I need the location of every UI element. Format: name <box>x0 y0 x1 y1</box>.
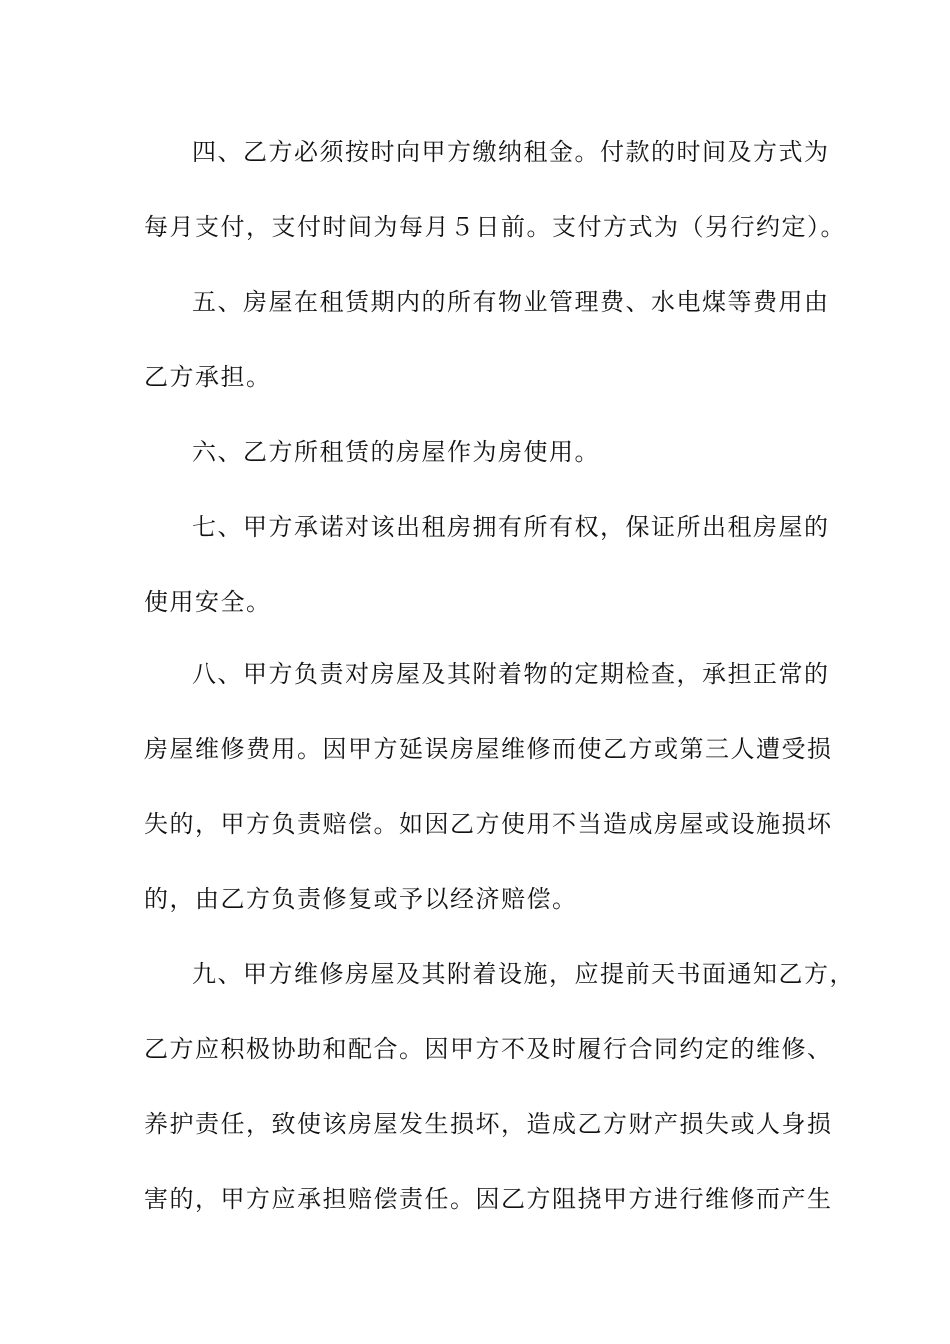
clause-9-line-3: 养护责任，致使该房屋发生损坏，造成乙方财产损失或人身损 <box>144 1110 833 1138</box>
clause-4-line-2: 每月支付，支付时间为每月５日前。支付方式为（另行约定）。 <box>144 213 846 241</box>
clause-7-line-2: 使用安全。 <box>144 588 272 616</box>
clause-9-line-2: 乙方应积极协助和配合。因甲方不及时履行合同约定的维修、 <box>144 1035 833 1063</box>
clause-4-line-1: 四、乙方必须按时向甲方缴纳租金。付款的时间及方式为 <box>192 138 830 166</box>
clause-6-line-1: 六、乙方所租赁的房屋作为房使用。 <box>192 438 600 466</box>
clause-8-line-3: 失的，甲方负责赔偿。如因乙方使用不当造成房屋或设施损坏 <box>144 810 833 838</box>
clause-9-line-1: 九、甲方维修房屋及其附着设施，应提前天书面通知乙方， <box>192 960 855 988</box>
clause-8-line-4: 的，由乙方负责修复或予以经济赔偿。 <box>144 885 578 913</box>
clause-8-line-1: 八、甲方负责对房屋及其附着物的定期检查，承担正常的 <box>192 660 830 688</box>
clause-8-line-2: 房屋维修费用。因甲方延误房屋维修而使乙方或第三人遭受损 <box>144 735 833 763</box>
clause-7-line-1: 七、甲方承诺对该出租房拥有所有权，保证所出租房屋的 <box>192 513 830 541</box>
clause-9-line-4: 害的，甲方应承担赔偿责任。因乙方阻挠甲方进行维修而产生 <box>144 1185 833 1213</box>
clause-5-line-1: 五、房屋在租赁期内的所有物业管理费、水电煤等费用由 <box>192 288 830 316</box>
clause-5-line-2: 乙方承担。 <box>144 363 272 391</box>
